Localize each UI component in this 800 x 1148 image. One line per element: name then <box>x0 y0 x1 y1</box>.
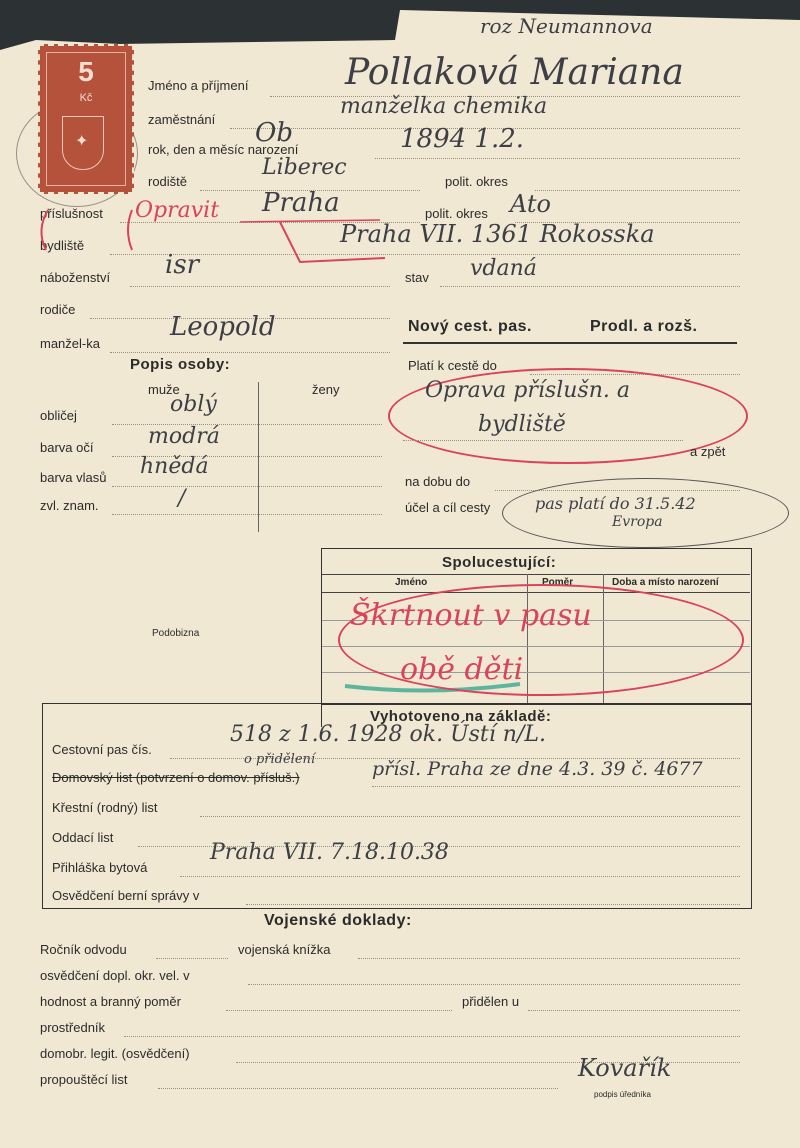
tax-label: Osvědčení berní správy v <box>52 888 200 903</box>
hair-label: barva vlasů <box>40 470 107 485</box>
registration-line <box>180 876 740 877</box>
maiden-name-note: roz Neumannova <box>480 14 653 38</box>
military-assigned-line <box>528 1010 740 1011</box>
official-signature: Kovařík <box>578 1054 672 1082</box>
validity-note-line1: pas platí do 31.5.42 <box>535 494 696 513</box>
military-book-line <box>358 958 740 959</box>
birthplace-label: rodiště <box>148 174 188 189</box>
face-label: obličej <box>40 408 77 423</box>
nationality-label: příslušnost <box>40 206 103 221</box>
military-cert-label: osvědčení dopl. okr. vel. v <box>40 968 190 983</box>
eyes-value: modrá <box>148 424 220 449</box>
hair-line <box>112 486 382 487</box>
military-cert-line <box>248 984 740 985</box>
stamp-value: 5 <box>78 56 94 87</box>
tax-line <box>246 904 740 905</box>
companions-header-top <box>322 574 750 575</box>
military-heading: Vojenské doklady: <box>264 912 412 929</box>
duration-label: na dobu do <box>405 474 471 489</box>
validity-note-line2: Evropa <box>612 514 663 530</box>
military-book-label: vojenská knížka <box>238 942 331 957</box>
birth-prefix: Ob <box>255 118 293 148</box>
marks-value: / <box>178 486 186 511</box>
status-line <box>440 286 740 287</box>
basis-heading: Vyhotoveno na základě: <box>370 708 552 725</box>
stamp-currency: Kč <box>79 92 93 104</box>
passport-no-value: 518 z 1.6. 1928 ok. Ústí n/L. <box>230 722 546 747</box>
birth-value: 1894 1.2. <box>400 124 525 154</box>
valid-label: Platí k cestě do <box>408 358 497 373</box>
registration-value: Praha VII. 7.18.10.38 <box>210 840 449 865</box>
baptism-label: Křestní (rodný) list <box>52 800 158 815</box>
description-heading: Popis osoby: <box>130 356 231 373</box>
residence-label: bydliště <box>40 238 85 253</box>
military-year-line <box>156 958 228 959</box>
religion-value: isr <box>165 250 200 280</box>
companions-note-line2: obě děti <box>400 652 524 687</box>
extension-heading: Prodl. a rozš. <box>590 318 698 335</box>
status-value: vdaná <box>470 256 537 281</box>
correction-line2: bydliště <box>478 412 566 437</box>
military-discharge-line <box>158 1088 558 1089</box>
district-label: polit. okres <box>445 174 508 189</box>
spouse-label: manžel-ka <box>40 336 100 351</box>
status-label: stav <box>405 270 429 285</box>
passport-no-label: Cestovní pas čís. <box>52 742 152 757</box>
domicile-value: přísl. Praha ze dne 4.3. 39 č. 4677 <box>372 758 703 780</box>
photo-label: Podobizna <box>152 628 200 639</box>
military-assigned-label: přidělen u <box>462 994 520 1009</box>
new-passport-heading: Nový cest. pas. <box>408 318 532 335</box>
companions-col-relation: Poměr <box>542 577 574 588</box>
domicile-line <box>372 786 740 787</box>
military-intermediary-label: prostředník <box>40 1020 106 1035</box>
eyes-label: barva očí <box>40 440 94 455</box>
men-label: muže <box>148 382 180 397</box>
military-rank-line <box>226 1010 452 1011</box>
correction-line1: Oprava příslušn. a <box>425 378 630 403</box>
companions-col-name: Jméno <box>395 577 428 588</box>
description-divider <box>258 382 259 532</box>
spouse-line <box>110 352 390 353</box>
district2-label: polit. okres <box>425 206 488 221</box>
registration-label: Přihláška bytová <box>52 860 148 875</box>
birthplace-value: Liberec <box>262 155 347 180</box>
companions-note-line1: Škrtnout v pasu <box>350 598 592 633</box>
spouse-value: Leopold <box>170 312 276 342</box>
occupation-label: zaměstnání <box>148 112 216 127</box>
birth-label: rok, den a měsíc narození <box>148 142 299 157</box>
passport-heading-rule <box>403 342 737 344</box>
military-rank-label: hodnost a branný poměr <box>40 994 181 1009</box>
residence-value: Praha VII. 1361 Rokosska <box>340 220 655 248</box>
validity-note-oval <box>502 478 789 548</box>
domicile-insert: o přidělení <box>244 752 316 767</box>
baptism-line <box>200 816 740 817</box>
military-discharge-label: propouštěcí list <box>40 1072 128 1087</box>
official-signature-label: podpis úředníka <box>594 1090 651 1099</box>
hair-value: hnědá <box>140 454 209 479</box>
correction-note: Opravit <box>135 198 220 223</box>
name-label: Jméno a příjmení <box>148 78 249 93</box>
religion-line <box>130 286 390 287</box>
domicile-label: Domovský list (potvrzení o domov. přísluš.) <box>52 770 300 785</box>
marks-label: zvl. znam. <box>40 498 99 513</box>
face-value: oblý <box>170 392 217 417</box>
religion-label: náboženství <box>40 270 111 285</box>
occupation-value: manželka chemika <box>340 94 548 119</box>
nationality-value: Praha <box>262 188 340 218</box>
name-value: Pollaková Mariana <box>345 52 684 93</box>
military-intermediary-line <box>124 1036 740 1037</box>
military-year-label: Ročník odvodu <box>40 942 127 957</box>
purpose-label: účel a cíl cesty <box>405 500 491 515</box>
parents-label: rodiče <box>40 302 76 317</box>
valid-line-2 <box>403 440 683 441</box>
marriage-label: Oddací list <box>52 830 114 845</box>
women-label: ženy <box>312 382 340 397</box>
return-label: a zpět <box>690 444 726 459</box>
marks-line <box>112 514 382 515</box>
companions-heading: Spolucestující: <box>442 554 557 571</box>
district2-value: Ato <box>510 190 552 218</box>
companions-col-birth: Doba a místo narození <box>612 577 719 588</box>
military-legion-label: domobr. legit. (osvědčení) <box>40 1046 190 1061</box>
